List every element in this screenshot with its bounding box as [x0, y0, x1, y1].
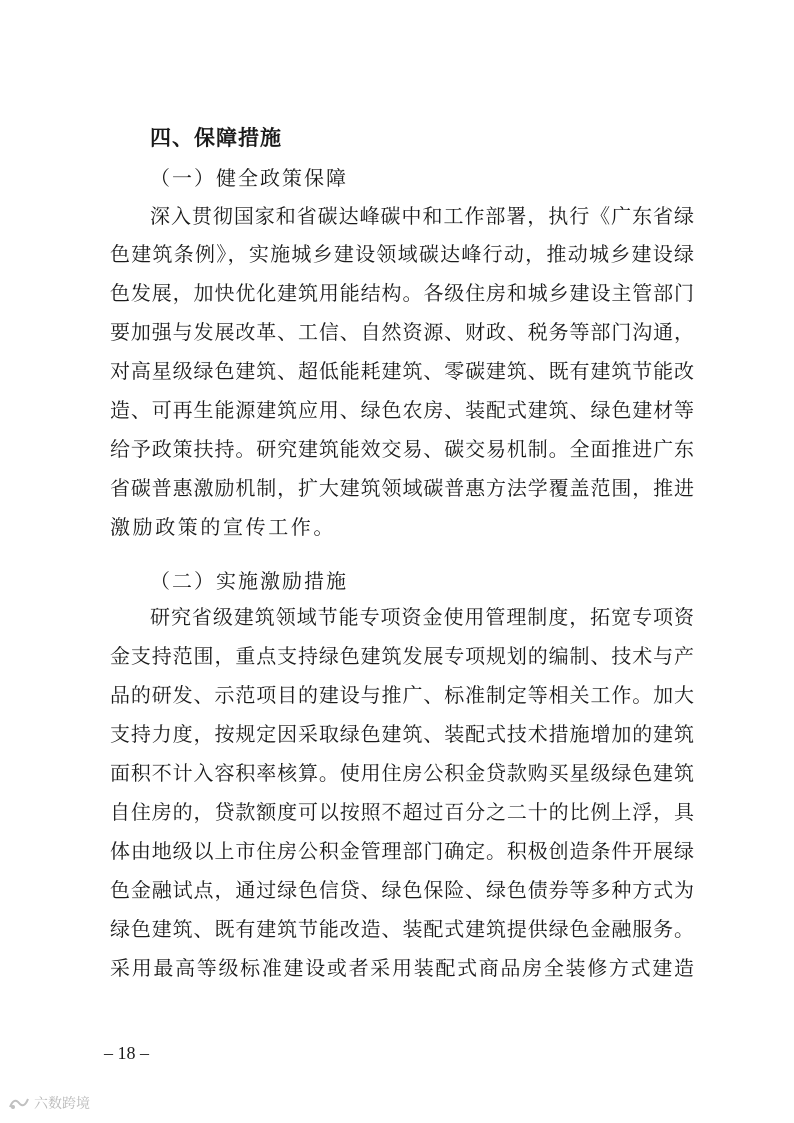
watermark: [8, 1093, 90, 1113]
text-line: 体由地级以上市住房公积金管理部门确定。积极创造条件开展绿: [110, 839, 694, 863]
text-line: 色金融试点，通过绿色信贷、绿色保险、绿色债券等多种方式为: [110, 878, 694, 902]
text-line: 面积不计入容积率核算。使用住房公积金贷款购买星级绿色建筑: [110, 761, 694, 785]
subheading-incentive: （二）实施激励措施: [150, 569, 348, 593]
text-line: 色发展，加快优化建筑用能结构。各级住房和城乡建设主管部门: [110, 281, 694, 305]
text-line: 支持力度，按规定因采取绿色建筑、装配式技术措施增加的建筑: [110, 722, 694, 746]
text-line: 色建筑条例》，实施城乡建设领域碳达峰行动，推动城乡建设绿: [110, 242, 694, 266]
text-line: 要加强与发展改革、工信、自然资源、财政、税务等部门沟通，: [110, 320, 694, 344]
watermark-text: 六数跨境: [34, 1096, 90, 1112]
text-line: 深入贯彻国家和省碳达峰碳中和工作部署，执行《广东省绿: [150, 204, 694, 228]
text-line: 品的研发、示范项目的建设与推广、标准制定等相关工作。加大: [110, 683, 694, 707]
text-line: 省碳普惠激励机制，扩大建筑领域碳普惠方法学覆盖范围，推进: [110, 476, 694, 500]
text-line: 给予政策扶持。研究建筑能效交易、碳交易机制。全面推进广东: [110, 437, 694, 461]
text-line: 绿色建筑、既有建筑节能改造、装配式建筑提供绿色金融服务。: [110, 917, 694, 941]
text-line: 研究省级建筑领域节能专项资金使用管理制度，拓宽专项资: [150, 605, 694, 629]
text-line: 金支持范围，重点支持绿色建筑发展专项规划的编制、技术与产: [110, 644, 694, 668]
subheading-policy: （一）健全政策保障: [150, 166, 348, 190]
text-line: 自住房的，贷款额度可以按照不超过百分之二十的比例上浮，具: [110, 800, 694, 824]
watermark-logo-icon: [8, 1095, 30, 1111]
text-line: 采用最高等级标准建设或者采用装配式商品房全装修方式建造: [110, 956, 694, 980]
section-heading: 四、保障措施: [150, 126, 282, 150]
text-line: 造、可再生能源建筑应用、绿色农房、装配式建筑、绿色建材等: [110, 398, 694, 422]
page-number: – 18 –: [104, 1043, 149, 1063]
text-line: 激励政策的宣传工作。: [110, 515, 336, 539]
text-line: 对高星级绿色建筑、超低能耗建筑、零碳建筑、既有建筑节能改: [110, 359, 694, 383]
